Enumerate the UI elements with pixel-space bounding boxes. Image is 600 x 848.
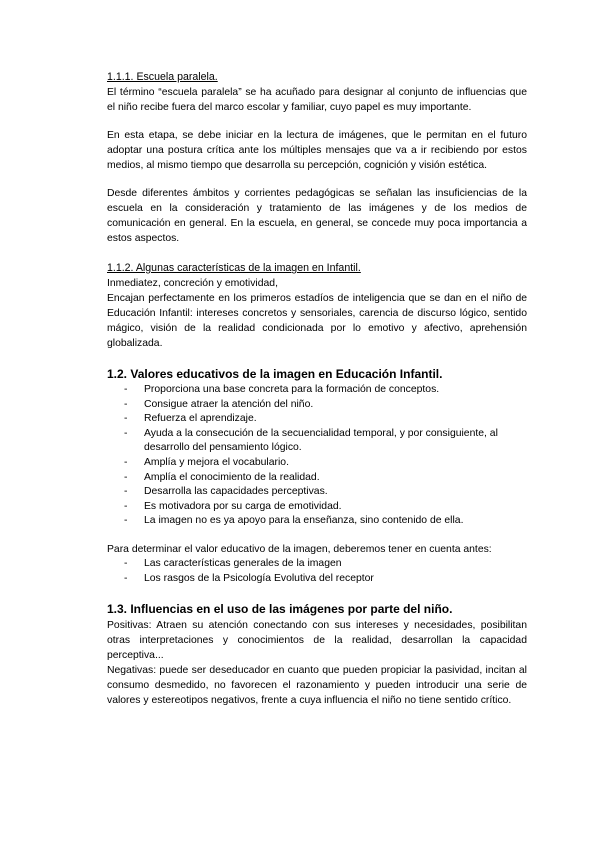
section-title-escuela-paralela: 1.1.1. Escuela paralela. — [107, 71, 218, 83]
list-item: - Las características generales de la imagen — [107, 557, 527, 572]
list-marker: - — [124, 557, 128, 569]
paragraph: Desde diferentes ámbitos y corrientes pedagógicas se señalan las insuficiencias de la escuela en la consideración y tratamiento de las imágenes y de los medios de comunicación en general. En la escuela, en general, se concede muy poca importancia a estos aspectos. — [107, 188, 527, 244]
paragraph: Positivas: Atraen su atención conectando con sus intereses y necesidades, posibilitan otras interpretaciones y conocimientos de la realidad, desarrollan la capacidad perceptiva... — [107, 620, 527, 662]
section-title-influencias: 1.3. Influencias en el uso de las imágenes por parte del niño. — [107, 602, 453, 617]
section-title-valores: 1.2. Valores educativos de la imagen en Educación Infantil. — [107, 367, 443, 381]
paragraph: El término “escuela paralela” se ha acuñado para designar al conjunto de influencias que el niño recibe fuera del marco escolar y familiar, cuyo papel es muy importante. — [107, 87, 527, 113]
requisitos-list — [107, 557, 527, 586]
list-item: - Amplía el conocimiento de la realidad. — [107, 471, 527, 486]
list-item: - Desarrolla las capacidades perceptivas. — [107, 485, 527, 500]
list-marker: - — [124, 427, 128, 439]
list-item: - La imagen no es ya apoyo para la enseñanza, sino contenido de ella. — [107, 514, 527, 529]
list-marker: - — [124, 515, 128, 527]
paragraph: Negativas: puede ser deseducador en cuanto que pueden propiciar la pasividad, incitan al consumo desmedido, no favorecen el razonamiento y pueden introducir una serie de valores y estereotipos negativos, frente a cuya influencia el niño no tiene sentido crítico. — [107, 665, 527, 707]
list-marker: - — [124, 456, 128, 468]
list-item: - Refuerza el aprendizaje. — [107, 412, 527, 427]
list-marker: - — [124, 486, 128, 498]
list-item: - Es motivadora por su carga de emotividad. — [107, 500, 527, 515]
paragraph: En esta etapa, se debe iniciar en la lectura de imágenes, que le permitan en el futuro adoptar una postura crítica ante los múltiples mensajes que va a ir recibiendo por estos medios, al mismo tiempo que desarrolla su percepción, cognición y visión estética. — [107, 130, 527, 171]
list-marker: - — [124, 471, 128, 483]
list-item: - Amplía y mejora el vocabulario. — [107, 456, 527, 471]
list-item: - Consigue atraer la atención del niño. — [107, 398, 527, 413]
list-marker: - — [124, 500, 128, 512]
valores-list — [107, 383, 527, 529]
list-item: - Ayuda a la consecución de la secuencialidad temporal, y por consiguiente, al desarrollo del pensamiento lógico. — [124, 427, 498, 454]
list-item: - Los rasgos de la Psicología Evolutiva del receptor — [107, 572, 527, 587]
list-marker: - — [124, 413, 128, 425]
list-marker: - — [124, 384, 128, 395]
list-marker: - — [124, 572, 128, 584]
paragraph: Para determinar el valor educativo de la imagen, deberemos tener en cuenta antes: — [107, 543, 492, 555]
paragraph: Encajan perfectamente en los primeros estadíos de inteligencia que se dan en el niño de Educación Infantil: intereses concretos y sensoriales, carencia de discurso lógico, sentido mágico, visión de la realidad condicionada por lo emotivo y afectivo, aprehensión globalizada. — [107, 293, 527, 349]
document-page — [107, 70, 527, 708]
section-title-caracteristicas: 1.1.2. Algunas características de la imagen en Infantil. — [107, 262, 361, 274]
paragraph: Inmediatez, concreción y emotividad, — [107, 278, 278, 289]
list-item: - Proporciona una base concreta para la formación de conceptos. — [107, 383, 527, 398]
list-marker: - — [124, 398, 128, 410]
